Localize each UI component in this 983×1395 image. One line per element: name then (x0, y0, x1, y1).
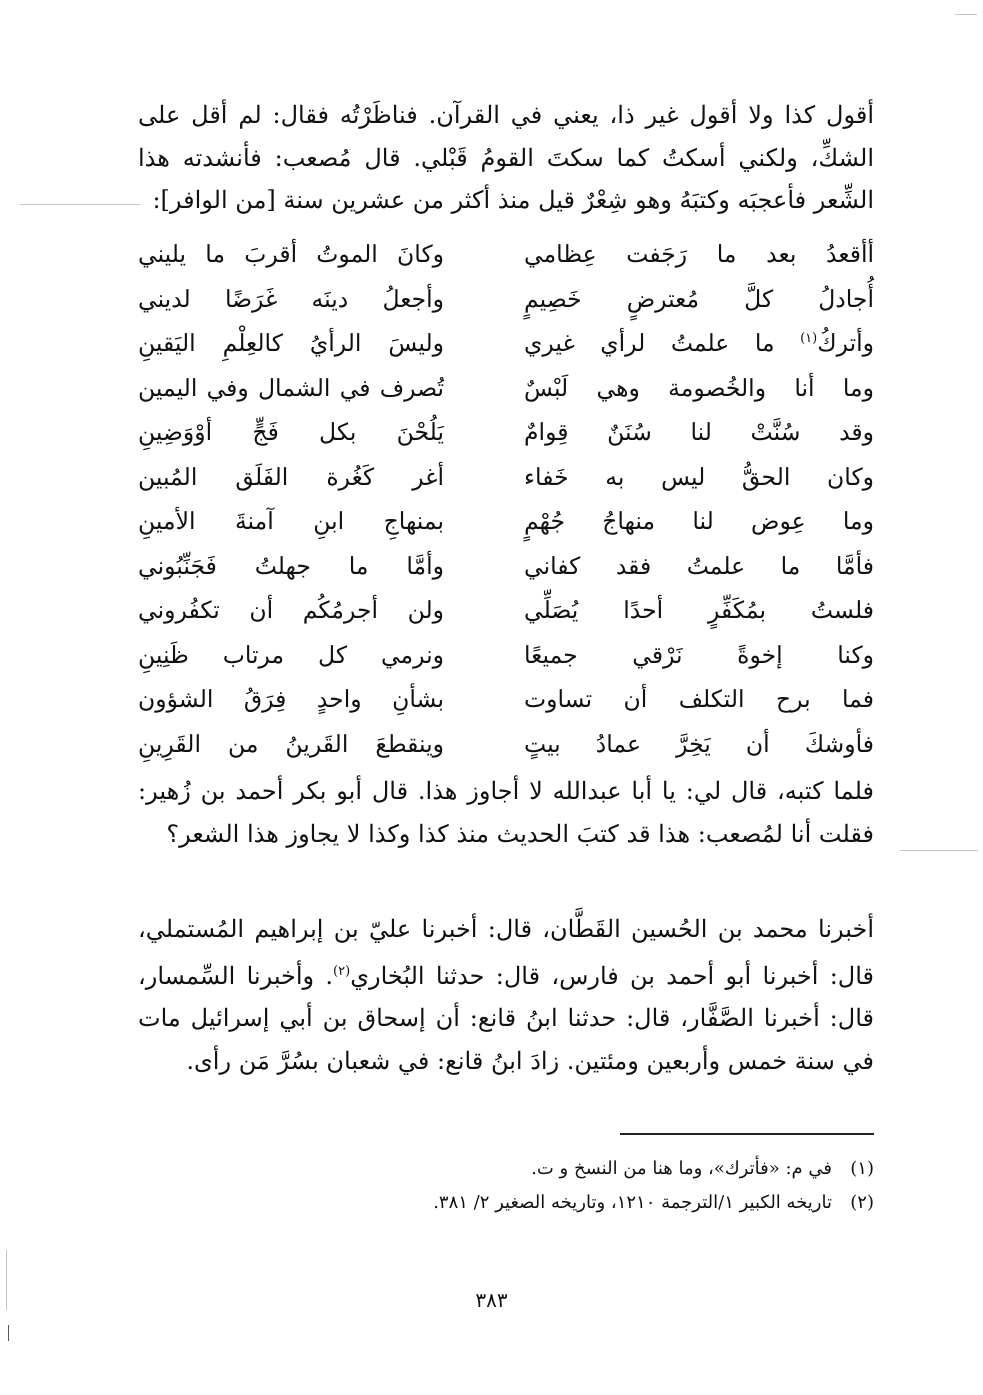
verse-second-hemistich: ولن أجرمُكُم أن تكفُروني (138, 596, 444, 624)
intro-paragraph: أقول كذا ولا أقول غير ذا، يعني في القرآن. فناظَرْتُه فقال: لم أقل على الشكِّ، ولكني أسكتُ كما سكتَ القومُ قَبْلي. قال مُصعب: فأنشدته هذا الشِّعر فأعجبَه وكتبَهُ وهو شِعْرٌ قيل منذ أكثر من عشرين سنة [من الوافر]: (138, 101, 874, 214)
verse (138, 285, 874, 330)
verse-second-hemistich: وينقطعَ القَرينُ من القَرِينِ (138, 729, 444, 758)
verse-first-hemistich: وقد سُنَّتْ لنا سُنَنٌ قِوامٌ (524, 418, 874, 446)
verse-first-hemistich: أأقعدُ بعد ما رَجَفت عِظامي (524, 240, 874, 268)
verse-second-hemistich: تُصرف في الشمال وفي اليمين (138, 373, 444, 402)
verse-second-hemistich: يَلُحْنَ بكل فَجٍّ أوْوَضِينِ (138, 418, 444, 446)
footnote-text: تاريخه الكبير ١/الترجمة ١٢١٠، وتاريخه الصغير ٢/ ٣٨١. (433, 1192, 832, 1213)
footnote-number: (١) (850, 1158, 874, 1179)
isnad-paragraph (138, 908, 914, 1082)
verse-first-hemistich: وكان الحقُّ ليس به خَفاء (524, 462, 874, 491)
verse (138, 596, 874, 641)
verse-second-hemistich: بمنهاجِ ابنِ آمنةَ الأمينِ (138, 507, 444, 535)
scan-artifact (900, 850, 978, 851)
verse (138, 240, 874, 285)
verse-first-hemistich: وما أنا والخُصومة وهي لَبْسٌ (524, 373, 874, 402)
verse-first-hemistich (524, 329, 874, 357)
verse-second-hemistich: ونرمي كل مرتاب ظَنِينِ (138, 640, 444, 669)
verse (138, 463, 874, 508)
verse (138, 374, 874, 419)
page-number: ٣٨٣ (475, 1288, 508, 1312)
footnote-ref: (١) (800, 331, 818, 347)
verse-first-hemistich: وما عِوض لنا منهاجُ جُهْمٍ (524, 507, 874, 535)
verse-second-hemistich: أغر كَغُرة الفَلَق المُبين (138, 462, 444, 491)
scan-artifact (6, 1250, 7, 1310)
footnote (300, 1186, 874, 1220)
verse-second-hemistich: وليسَ الرأيُ كالعِلْمِ اليَقينِ (138, 329, 444, 357)
verse (138, 329, 874, 374)
isnad-text: أخبرنا محمد بن الحُسين القَطَّان، قال: أخبرنا عليّ بن إبراهيم المُستملي، قال: أخبرنا أبو أحمد بن فارس، قال: حدثنا البُخاري (138, 915, 875, 990)
verse (138, 685, 874, 730)
footnote-number: (٢) (850, 1192, 874, 1213)
verse (138, 507, 874, 552)
verse-first-hemistich: فما برح التكلف أن تساوت (524, 685, 874, 713)
verse (138, 730, 874, 775)
verse (138, 418, 874, 463)
verse-first-hemistich: فأمَّا ما علمتُ فقد كفاني (524, 551, 874, 580)
verse-second-hemistich: وأجعلُ دينَه غَرَضًا لديني (138, 284, 444, 313)
after-poem-paragraph: فلما كتبه، قال لي: يا أبا عبدالله لا أجاوز هذا. قال أبو بكر أحمد بن زُهير: فقلت أنا لمُصعب: هذا قد كتبَ الحديث منذ كذا وكذا لا يجاوز هذا الشعر؟ (138, 777, 874, 848)
verse-text: وأتركُ (817, 329, 874, 357)
scan-artifact (20, 204, 140, 205)
verse (138, 552, 874, 597)
footnotes (300, 1152, 874, 1220)
verse-first-hemistich: أُجادلُ كلَّ مُعترضٍ خَصِيمٍ (524, 284, 874, 313)
scan-artifact (955, 14, 977, 15)
footnote-text: في م: «فأترك»، وما هنا من النسخ و ت. (531, 1158, 832, 1179)
verse (138, 641, 874, 686)
verse-first-hemistich: فأوشكَ أن يَخِرَّ عمادُ بيتٍ (524, 729, 874, 758)
footnote-ref: (٢) (333, 963, 351, 979)
footnote (300, 1152, 874, 1186)
poem (138, 240, 874, 774)
verse-first-hemistich: وكنا إخوةً نَرْقي جميعًا (524, 640, 874, 669)
verse-text: ما علمتُ لرأي غيري (524, 329, 801, 357)
scan-artifact (8, 1325, 9, 1341)
isnad-text: . وأخبرنا السِّمسار، قال: أخبرنا الصَّفَّار، قال: حدثنا ابنُ قانع: أن إسحاق بن أبي إسرائيل مات في سنة خمس وأربعين ومئتين. زادَ ابنُ قانع: في شعبان بسُرَّ مَن رأى. (138, 961, 874, 1075)
verse-second-hemistich: بشأنِ واحدٍ فِرَقُ الشؤون (138, 685, 444, 713)
verse-second-hemistich: وكانَ الموتُ أقربَ ما يليني (138, 240, 444, 268)
footnote-divider (620, 1133, 874, 1135)
verse-first-hemistich: فلستُ بمُكَفِّرٍ أحدًا يُصَلِّي (524, 596, 874, 624)
verse-second-hemistich: وأمَّا ما جهلتُ فَجَنِّبُوني (138, 551, 444, 580)
